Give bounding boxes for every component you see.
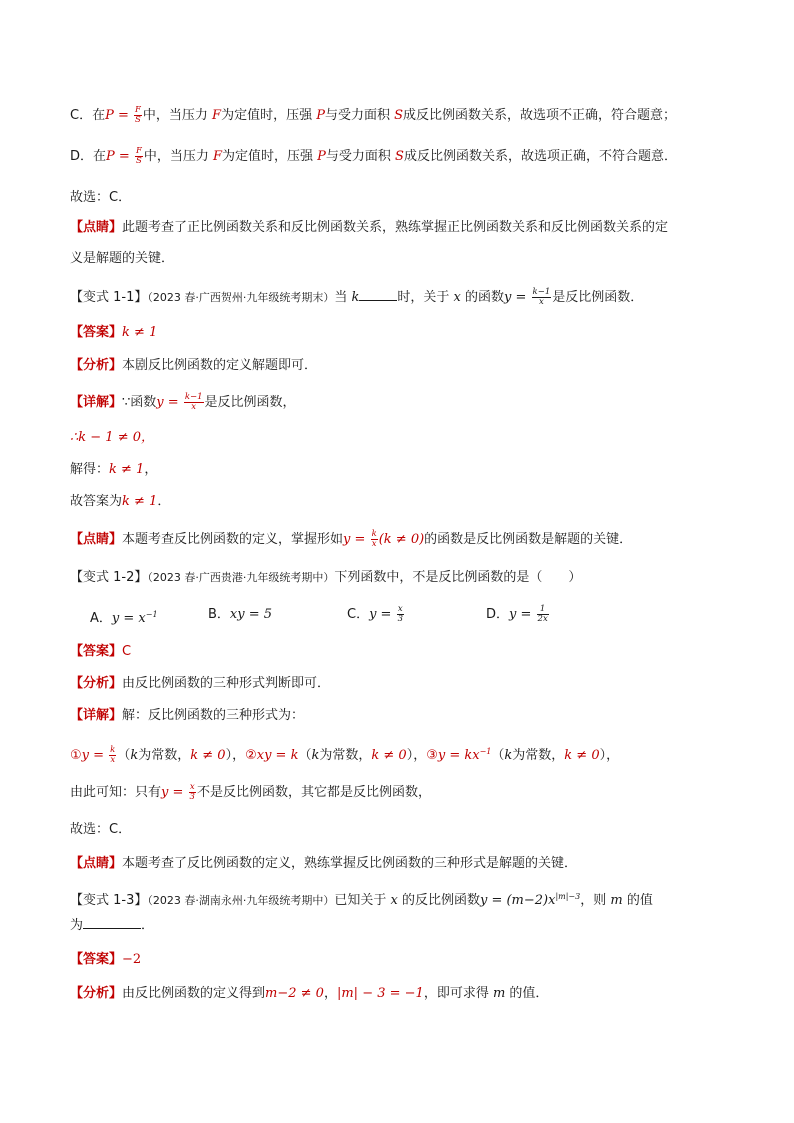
fraction: $\frac{k-1}{x}$ bbox=[184, 392, 203, 412]
text: C．在 bbox=[70, 108, 106, 123]
tag-variant: 【变式 1-1】 bbox=[70, 290, 148, 305]
option-c[interactable]: C．y = $\frac{x}{3}$ bbox=[347, 604, 404, 624]
option-d-explanation: D．在P = $\frac{F}{S}$ 中，当压力 F为定值时，压强 P与受力面积 S成反比例函数关系，故选项正确，不符合题意． bbox=[70, 146, 677, 166]
variant-1-3-question: 【变式 1-3】（2023 春·湖南永州·九年级统考期中）已知关于 x 的反比例函数$y = (m-2)x^{|m|-3}$，则 m 的值 bbox=[70, 892, 653, 908]
option-b[interactable]: B．xy = 5 bbox=[208, 607, 273, 622]
conclusion: 故选：C． bbox=[70, 190, 132, 205]
variant-1-1-question: 【变式 1-1】（2023 春·广西贺州·九年级统考期末）当 k 时，关于 x 的函数y = $\frac{k-1}{x}$ 是反比例函数． bbox=[70, 287, 644, 307]
options-row bbox=[90, 605, 650, 625]
math-var: P bbox=[105, 108, 114, 123]
detail-1-2-choice: 故选：C． bbox=[70, 822, 132, 837]
comment: 【点睛】此题考查了正比例函数关系和反比例函数关系，熟练掌握正比例函数关系和反比例函数关系的定 bbox=[70, 220, 669, 235]
answer-blank[interactable] bbox=[83, 916, 141, 929]
detail-1-1-answer: 故答案为k ≠ 1． bbox=[70, 494, 171, 509]
detail-1-1: 【详解】∵函数y = $\frac{k-1}{x}$ 是反比例函数， bbox=[70, 392, 296, 412]
math-eq: = bbox=[113, 108, 133, 123]
fraction: $\frac{k-1}{x}$ bbox=[532, 287, 551, 307]
answer-1-2: 【答案】C bbox=[70, 644, 132, 659]
analysis-1-2: 【分析】由反比例函数的三种形式判断即可． bbox=[70, 676, 331, 691]
answer-blank[interactable] bbox=[359, 288, 397, 301]
option-c-explanation: C．在P = $\frac{F}{S}$ 中，当压力 F为定值时，压强 P与受力面积 S成反比例函数关系，故选项不正确，符合题意； bbox=[70, 105, 677, 125]
detail-1-2-conclusion: 由此可知：只有y = $\frac{x}{3}$ 不是反比例函数，其它都是反比例函数， bbox=[70, 782, 431, 802]
fraction: $\frac{F}{S}$ bbox=[135, 105, 141, 125]
detail-1-2: 【详解】解：反比例函数的三种形式为： bbox=[70, 708, 305, 723]
variant-1-3-cont: 为 ． bbox=[70, 918, 155, 933]
comment-1-1: 【点睛】本题考查反比例函数的定义，掌握形如y = $\frac{k}{x}$ (k ≠ 0)的函数是反比例函数是解题的关键． bbox=[70, 529, 633, 549]
answer-1-1: 【答案】k ≠ 1 bbox=[70, 325, 158, 340]
comment-cont: 义是解题的关键． bbox=[70, 251, 175, 266]
option-a[interactable]: A．$y = x^{-1}$ bbox=[90, 610, 158, 626]
three-forms: ①y = $\frac{k}{x}$ （k为常数，k ≠ 0），②xy = k（k为常数，k ≠ 0），③y = $kx^{-1}(k$为常数，k ≠ 0）， bbox=[70, 745, 620, 765]
analysis-1-1: 【分析】本剧反比例函数的定义解题即可． bbox=[70, 358, 318, 373]
analysis-1-3: 【分析】由反比例函数的定义得到m−2 ≠ 0，|m| − 3 = −1，即可求得 m 的值． bbox=[70, 986, 549, 1001]
detail-1-1-step: ∴k − 1 ≠ 0， bbox=[70, 430, 155, 445]
fraction: $\frac{k}{x}$ bbox=[371, 529, 377, 549]
option-d[interactable]: D．y = $\frac{1}{2x}$ bbox=[486, 604, 548, 624]
comment-1-2: 【点睛】本题考查了反比例函数的定义，熟练掌握反比例函数的三种形式是解题的关键． bbox=[70, 856, 578, 871]
detail-1-1-solve: 解得：k ≠ 1， bbox=[70, 462, 158, 477]
answer-1-3: 【答案】−2 bbox=[70, 952, 142, 967]
fraction: $\frac{F}{S}$ bbox=[135, 146, 142, 166]
tag-comment: 【点睛】 bbox=[70, 220, 123, 235]
variant-1-2-question: 【变式 1-2】（2023 春·广西贵港·九年级统考期中）下列函数中，不是反比例函数的是（ ） bbox=[70, 570, 582, 585]
